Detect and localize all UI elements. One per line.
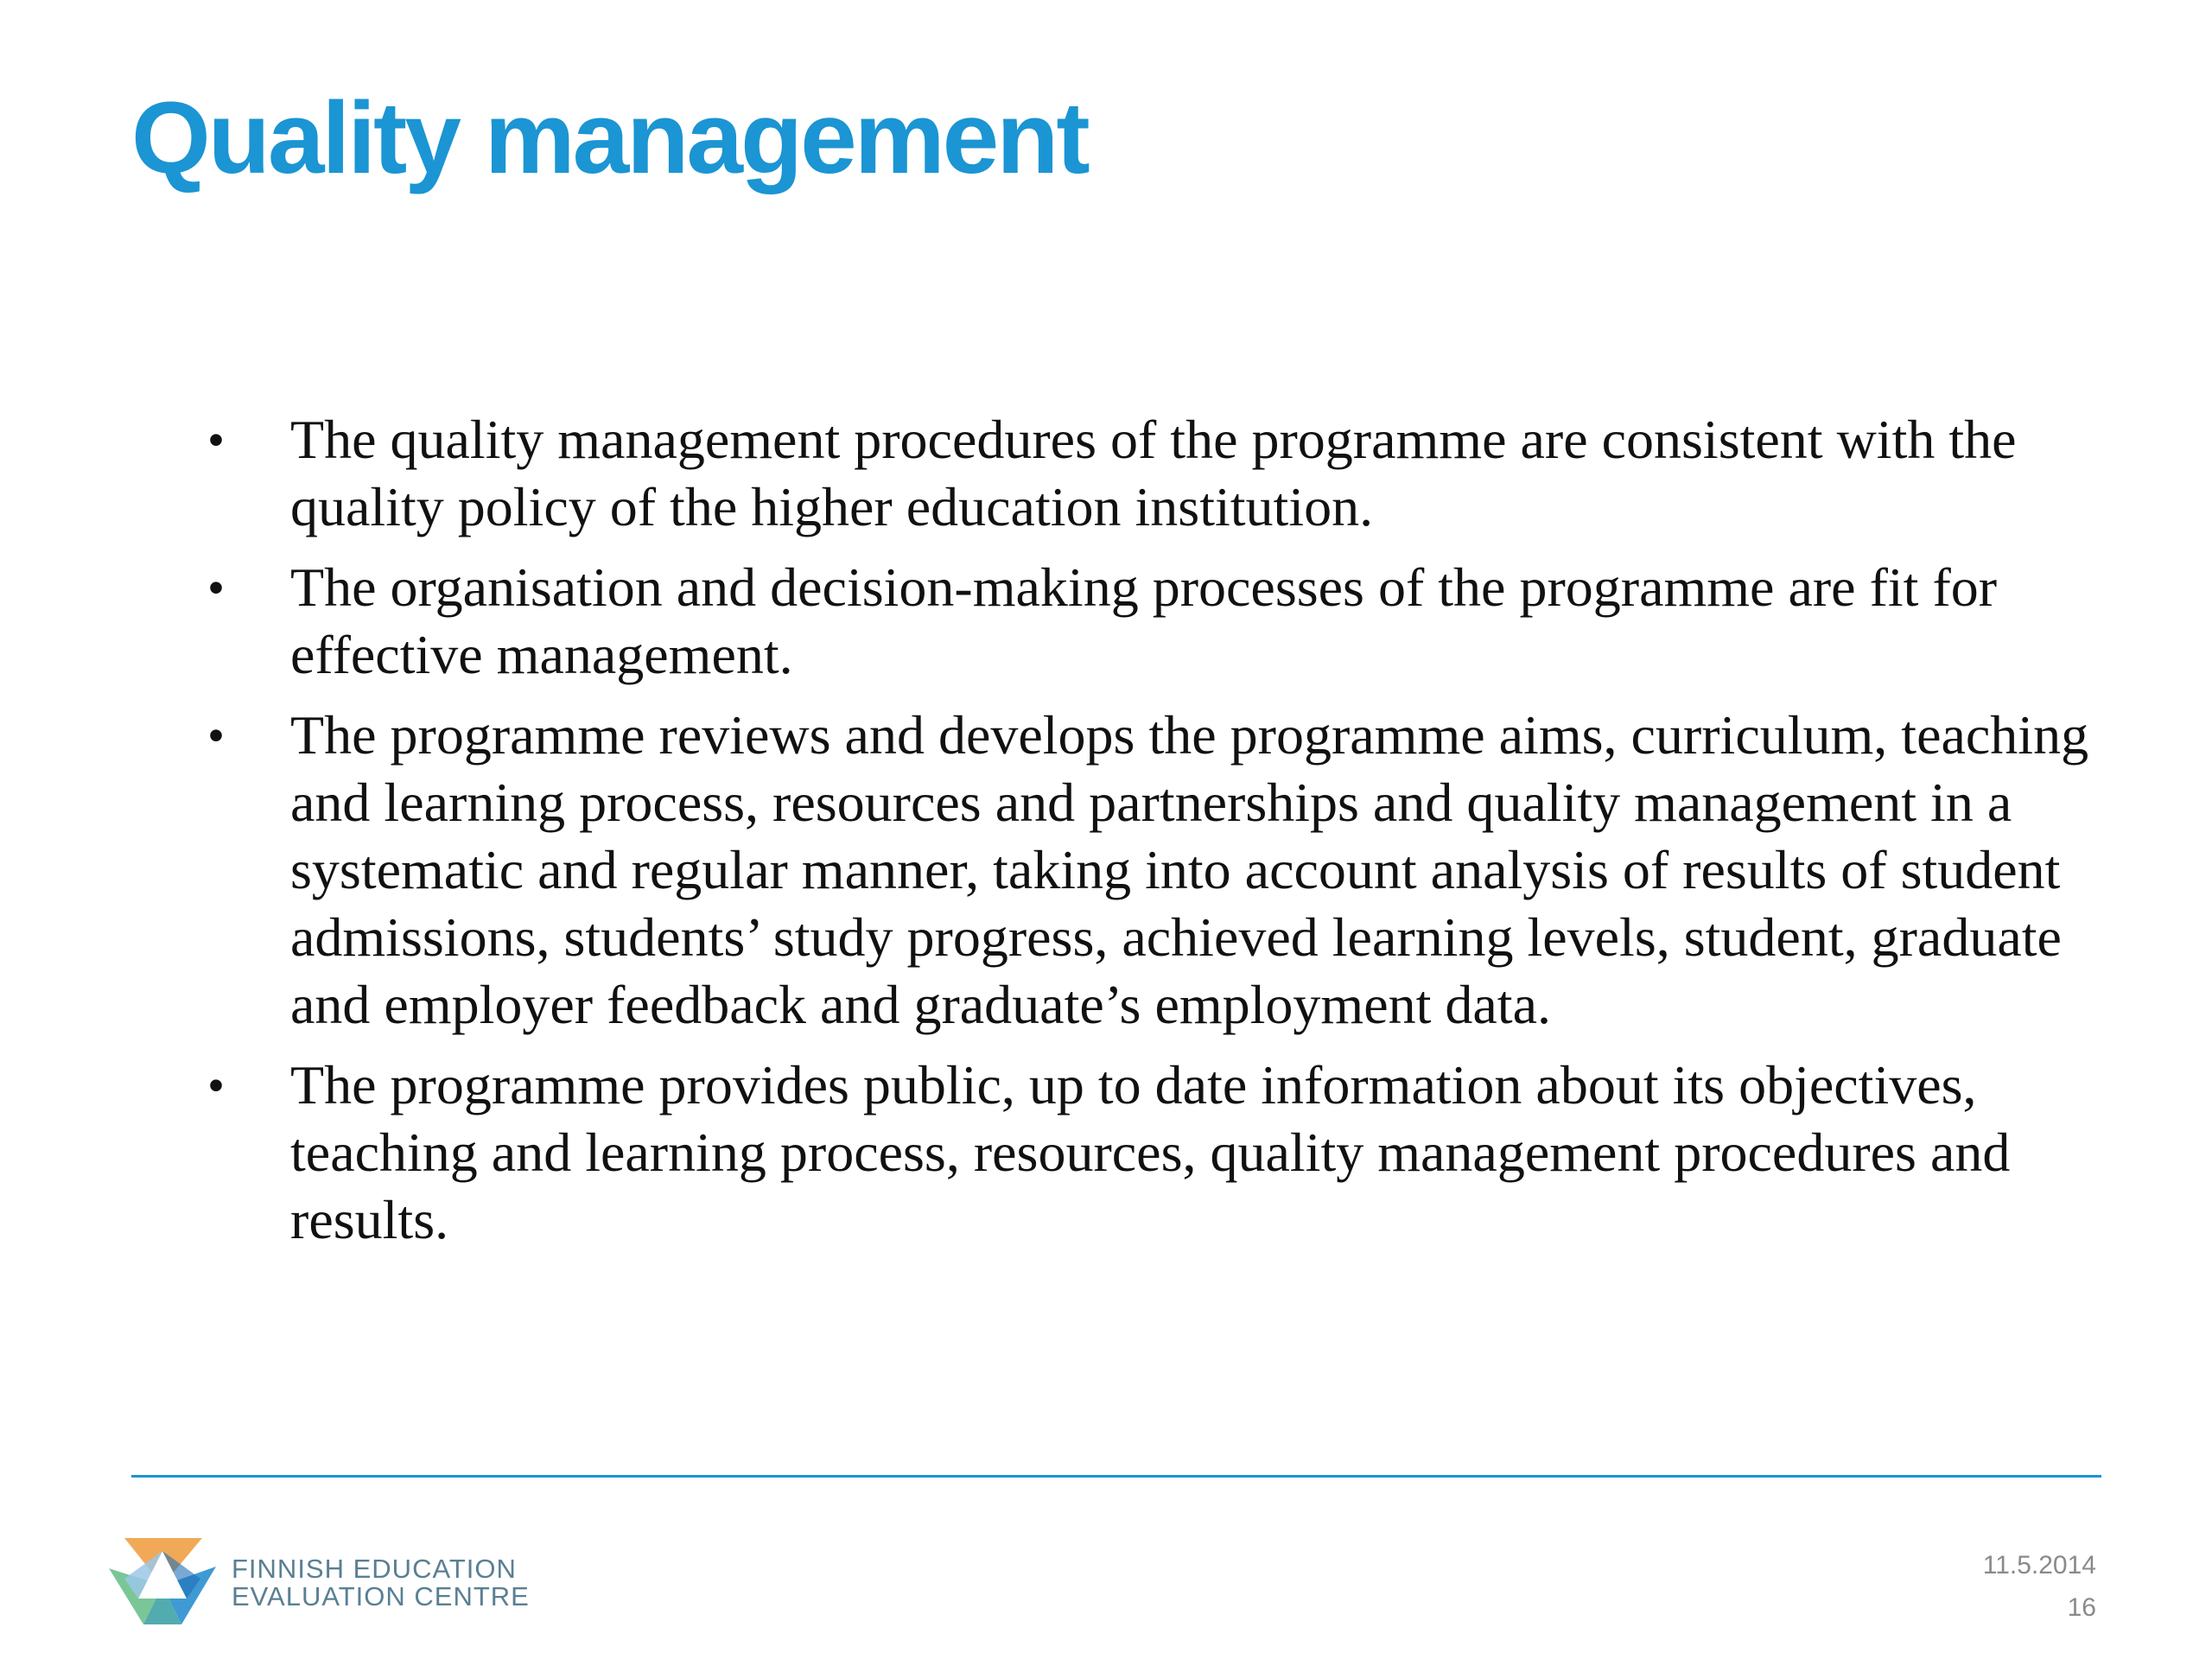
bullet-item — [199, 406, 2108, 541]
bullet-text: The organisation and decision-making processes of the programme are fit for effective management. — [290, 556, 1998, 685]
page-number: 16 — [2067, 1593, 2096, 1622]
bullet-item — [199, 554, 2108, 689]
slide-title: Quality management — [131, 81, 1088, 195]
bullet-text: The programme provides public, up to date information about its objectives, teaching and learning process, resources, quality management procedures and results. — [290, 1054, 2011, 1250]
org-name-line1: FINNISH EDUCATION — [232, 1554, 517, 1584]
footer-divider — [131, 1475, 2101, 1478]
org-name-line2: EVALUATION CENTRE — [232, 1581, 530, 1611]
bullet-item — [199, 1052, 2108, 1254]
bullet-text: The quality management procedures of the programme are consistent with the quality policy of the higher education institution. — [290, 409, 2017, 537]
bullet-list — [199, 406, 2108, 1267]
fineec-triangle-logo-icon — [109, 1534, 216, 1629]
slide-date: 11.5.2014 — [1982, 1551, 2096, 1580]
bullet-item — [199, 702, 2108, 1039]
bullet-icon: • — [208, 1061, 224, 1109]
bullet-icon: • — [208, 416, 224, 464]
org-name — [232, 1555, 530, 1611]
bullet-text: The programme reviews and develops the programme aims, curriculum, teaching and learning process, resources and partnerships and quality management in a systematic and regular manner, taking into account analysis of results of student admissions, students’ study progress, achieved learning levels, student, graduate and employer feedback and graduate’s employment data. — [290, 704, 2089, 1035]
bullet-icon: • — [208, 563, 224, 612]
bullet-icon: • — [208, 711, 224, 760]
